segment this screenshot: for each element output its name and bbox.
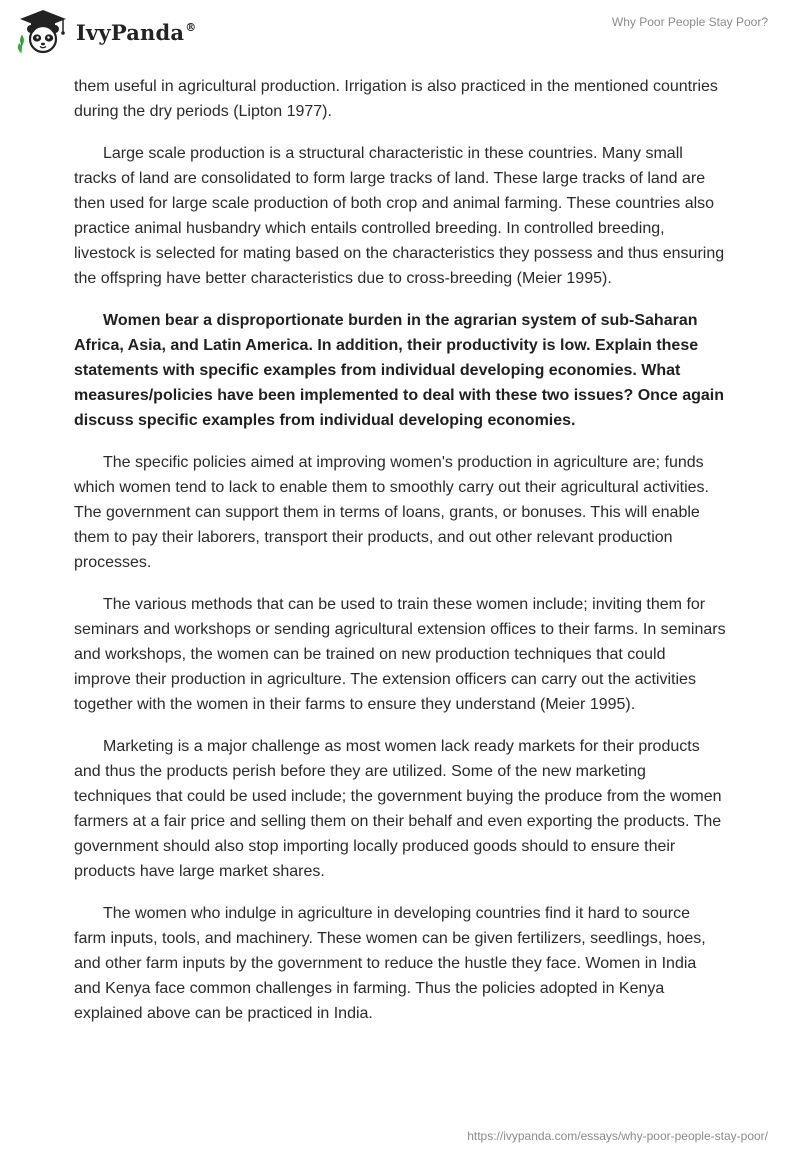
essay-question-heading: Women bear a disproportionate burden in the agrarian system of sub-Saharan Africa, Asia, and Latin America. In addition, their productivity is low. Explain these statements with specific examples from individual developing economies. What measures/policies have been implemented to deal with these two issues? Once again discuss specific examples from individual developing economies. (74, 312, 724, 429)
paragraph-continuation: them useful in agricultural production. Irrigation is also practiced in the mentioned countries during the dry periods (Lipton 1977). (74, 78, 718, 120)
paragraph-large-scale-production: Large scale production is a structural characteristic in these countries. Many small tracks of land are consolidated to form large tracks of land. These large tracks of land are then used for large scale production of both crop and animal farming. These countries also practice animal husbandry which entails controlled breeding. In controlled breeding, livestock is selected for mating based on the characteristics they possess and thus ensuring the offspring have better characteristics due to cross-breeding (Meier 1995). (74, 145, 725, 287)
paragraph-marketing: Marketing is a major challenge as most women lack ready markets for their products and thus the products perish before they are utilized. Some of the new marketing techniques that could be used include; the government buying the produce from the women farmers at a fair price and selling them on their behalf and even exporting the products. The government should also stop importing locally produced goods should to ensure their products have large market shares. (74, 738, 722, 880)
ivypanda-logo[interactable] (16, 8, 196, 54)
document-title: Why Poor People Stay Poor? (611, 15, 768, 29)
panda-graduation-cap-icon (16, 8, 70, 54)
source-url-link[interactable]: https://ivypanda.com/essays/why-poor-people-stay-poor/ (467, 1129, 768, 1143)
essay-body (74, 74, 726, 1043)
paragraph-farm-inputs: The women who indulge in agriculture in developing countries find it hard to source farm inputs, tools, and machinery. These women can be given fertilizers, seedlings, hoes, and other farm inputs by the government to reduce the hustle they face. Women in India and Kenya face common challenges in farming. Thus the policies adopted in Kenya explained above can be practiced in India. (74, 905, 706, 1022)
logo-wordmark: IvyPanda® (76, 19, 197, 45)
page-header (0, 0, 800, 62)
paragraph-training-methods: The various methods that can be used to train these women include; inviting them for seminars and workshops or sending agricultural extension offices to their farms. In seminars and workshops, the women can be trained on new production techniques that could improve their production in agriculture. The extension officers can carry out the activities together with the women in their farms to ensure they understand (Meier 1995). (74, 596, 726, 713)
paragraph-specific-policies: The specific policies aimed at improving women's production in agriculture are; funds which women tend to lack to enable them to smoothly carry out their agricultural activities. The government can support them in terms of loans, grants, or bonuses. This will enable them to pay their laborers, transport their products, and out other relevant production processes. (74, 454, 709, 571)
